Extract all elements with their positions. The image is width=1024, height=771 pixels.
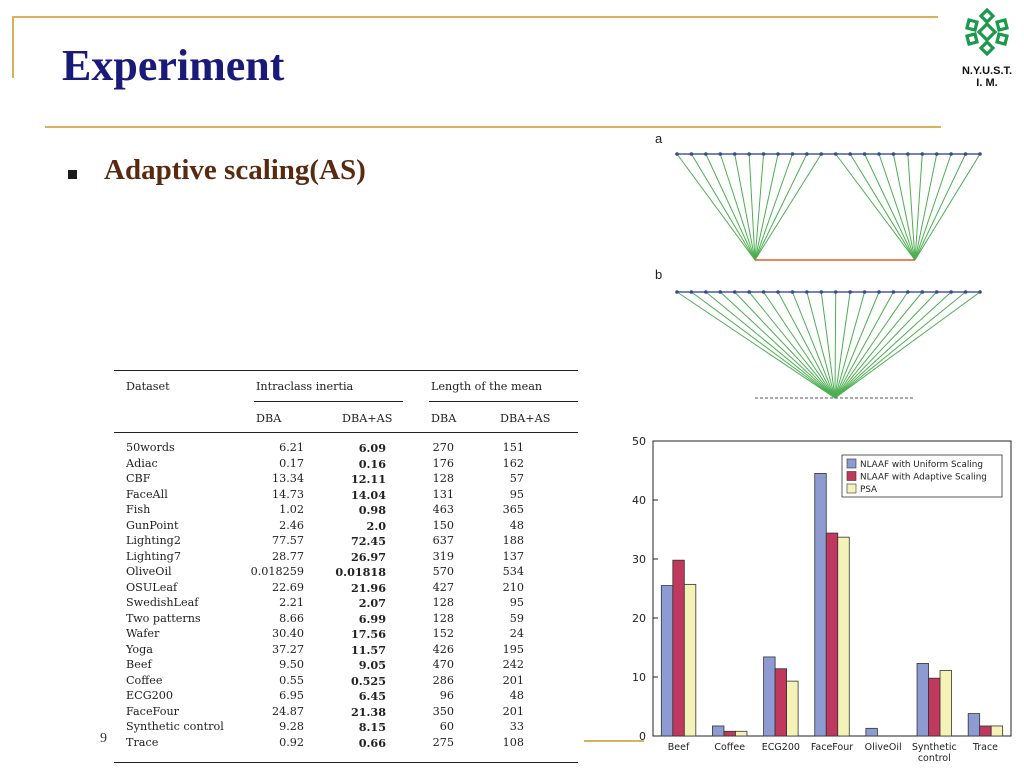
table-row-dataset: Fish bbox=[126, 503, 151, 516]
diagram-a-point bbox=[791, 152, 795, 156]
table-cell: 24 bbox=[509, 627, 524, 640]
table-cell: 14.73 bbox=[271, 487, 304, 501]
table-row-dataset: Coffee bbox=[126, 673, 163, 687]
logo-text-line1: N.Y.U.S.T. bbox=[961, 65, 1013, 77]
diagram-b-point bbox=[949, 290, 953, 294]
diagram-a-point bbox=[848, 152, 852, 156]
university-logo bbox=[954, 4, 1020, 94]
table-cell: 2.46 bbox=[279, 518, 304, 532]
table-cell: 96 bbox=[439, 689, 454, 702]
table-cell: 9.28 bbox=[279, 720, 304, 733]
legend-swatch bbox=[847, 484, 856, 493]
table-row-dataset: ECG200 bbox=[126, 689, 174, 702]
table-cell: 286 bbox=[432, 673, 454, 687]
diagram-b-point bbox=[762, 290, 766, 294]
diagram-a-point bbox=[906, 152, 910, 156]
slide-title: Experiment bbox=[62, 41, 285, 90]
scaling-diagram bbox=[660, 140, 990, 420]
diagram-a-link bbox=[850, 154, 915, 260]
diagram-b-point bbox=[805, 290, 809, 294]
diagram-b-point bbox=[718, 290, 722, 294]
table-cell: 60 bbox=[439, 720, 454, 733]
bar-ecg200-3 bbox=[787, 681, 799, 736]
diagram-a-point bbox=[776, 152, 780, 156]
table-row-dataset: OSULeaf bbox=[126, 580, 178, 594]
table-cell: 22.69 bbox=[271, 580, 304, 594]
bar-coffee-2 bbox=[724, 731, 736, 736]
bar-beef-3 bbox=[684, 584, 696, 736]
diagram-a-link bbox=[915, 154, 966, 260]
bar-facefour-2 bbox=[826, 533, 838, 736]
header-dataset: Dataset bbox=[126, 380, 170, 393]
diagram-b-point bbox=[863, 290, 867, 294]
header-dbaas-2: DBA+AS bbox=[500, 412, 551, 425]
table-cell: 637 bbox=[432, 534, 454, 547]
title-underline bbox=[45, 126, 941, 128]
table-row-dataset: GunPoint bbox=[126, 518, 179, 532]
table-cell: 270 bbox=[432, 441, 454, 454]
table-cell: 0.92 bbox=[279, 735, 304, 749]
table-row-dataset: Two patterns bbox=[126, 611, 201, 625]
x-tick-label: ECG200 bbox=[761, 742, 800, 753]
diagram-a-link bbox=[755, 154, 821, 260]
table-cell: 151 bbox=[502, 441, 524, 454]
diagram-a-point bbox=[747, 152, 751, 156]
snowflake-logo-icon bbox=[957, 4, 1017, 60]
diagram-a-link bbox=[691, 154, 755, 260]
y-tick-label: 20 bbox=[632, 612, 646, 625]
table-cell: 128 bbox=[432, 596, 454, 609]
legend-entry: PSA bbox=[860, 485, 878, 495]
diagram-b-point bbox=[964, 290, 968, 294]
table-cell: 95 bbox=[509, 487, 524, 501]
table-cell: 6.99 bbox=[358, 611, 386, 626]
diagram-b-point bbox=[978, 290, 982, 294]
table-cell: 48 bbox=[509, 689, 524, 702]
diagram-b-point bbox=[819, 290, 823, 294]
diagram-a-point bbox=[704, 152, 708, 156]
table-cell: 9.50 bbox=[279, 658, 304, 671]
left-border-line bbox=[12, 18, 14, 78]
table-cell: 48 bbox=[509, 518, 524, 532]
bar-ecg200-1 bbox=[764, 657, 776, 736]
y-tick-label: 10 bbox=[632, 671, 646, 684]
table-cell: 59 bbox=[509, 611, 524, 625]
intraclass-sub-rule bbox=[254, 401, 403, 402]
bar-coffee-3 bbox=[735, 731, 747, 736]
bar-beef-1 bbox=[661, 586, 673, 736]
table-cell: 33 bbox=[509, 720, 524, 733]
diagram-b-point bbox=[791, 290, 795, 294]
y-tick-label: 0 bbox=[639, 730, 646, 743]
diagram-a-point bbox=[935, 152, 939, 156]
diagram-b-point bbox=[747, 290, 751, 294]
table-cell: 26.97 bbox=[350, 549, 386, 564]
table-cell: 470 bbox=[432, 658, 454, 671]
diagram-b-point bbox=[690, 290, 694, 294]
table-cell: 11.57 bbox=[350, 642, 386, 657]
diagram-b-link bbox=[720, 292, 835, 398]
header-dba-1: DBA bbox=[256, 412, 282, 425]
table-cell: 570 bbox=[432, 565, 454, 578]
table-cell: 152 bbox=[432, 627, 454, 640]
table-cell: 128 bbox=[432, 472, 454, 485]
table-cell: 21.38 bbox=[350, 704, 386, 719]
x-tick-label: FaceFour bbox=[810, 742, 854, 753]
table-row-dataset: Trace bbox=[126, 735, 159, 749]
table-cell: 534 bbox=[502, 565, 524, 578]
table-cell: 150 bbox=[432, 518, 454, 532]
table-cell: 28.77 bbox=[271, 549, 304, 563]
table-cell: 319 bbox=[432, 549, 454, 563]
table-cell: 463 bbox=[432, 503, 454, 516]
table-cell: 24.87 bbox=[271, 704, 304, 718]
table-cell: 275 bbox=[432, 735, 454, 749]
table-cell: 8.15 bbox=[358, 720, 386, 734]
diagram-a-point bbox=[718, 152, 722, 156]
x-tick-label: Beef bbox=[667, 742, 690, 753]
table-cell: 12.11 bbox=[350, 472, 386, 486]
table-cell: 350 bbox=[432, 704, 454, 718]
table-cell: 37.27 bbox=[271, 642, 304, 656]
diagram-a-point bbox=[978, 152, 982, 156]
table-cell: 95 bbox=[509, 596, 524, 609]
top-border-line bbox=[12, 16, 938, 18]
diagram-a-point bbox=[690, 152, 694, 156]
diagram-b-link bbox=[835, 292, 951, 398]
table-cell: 14.04 bbox=[350, 487, 386, 502]
table-row-dataset: Beef bbox=[126, 658, 152, 671]
table-cell: 201 bbox=[502, 673, 524, 687]
table-cell: 0.98 bbox=[358, 503, 386, 517]
legend-entry: NLAAF with Uniform Scaling bbox=[860, 460, 983, 470]
diagram-b-point bbox=[848, 290, 852, 294]
diagram-a-link bbox=[865, 154, 915, 260]
diagram-a-point bbox=[863, 152, 867, 156]
y-tick-label: 30 bbox=[632, 553, 646, 566]
diagram-a-point bbox=[819, 152, 823, 156]
diagram-b-point bbox=[776, 290, 780, 294]
table-row-dataset: Adiac bbox=[126, 456, 158, 470]
bar-trace-2 bbox=[980, 726, 992, 736]
table-cell: 2.21 bbox=[279, 596, 304, 609]
table-row-dataset: SwedishLeaf bbox=[126, 596, 199, 609]
x-tick-label: Coffee bbox=[714, 742, 746, 753]
diagram-b-link bbox=[706, 292, 835, 398]
bar-facefour-3 bbox=[838, 537, 850, 736]
table-cell: 72.45 bbox=[350, 534, 386, 548]
bar-synthetic-control-3 bbox=[940, 671, 952, 736]
bullet-text: Adaptive scaling(AS) bbox=[104, 154, 366, 186]
bar-trace-1 bbox=[968, 714, 980, 736]
page-number: 9 bbox=[100, 731, 107, 746]
table-cell: 162 bbox=[502, 456, 524, 470]
bar-ecg200-2 bbox=[775, 669, 787, 736]
table-cell: 6.21 bbox=[279, 441, 304, 454]
table-row-dataset: CBF bbox=[126, 472, 151, 485]
table-cell: 77.57 bbox=[271, 534, 304, 547]
table-cell: 6.09 bbox=[358, 441, 386, 455]
x-tick-label: Trace bbox=[972, 742, 999, 753]
table-row-dataset: OliveOil bbox=[126, 565, 172, 578]
table-cell: 365 bbox=[502, 503, 524, 516]
diagram-label-a: a bbox=[655, 131, 663, 146]
table-header-rule bbox=[114, 432, 578, 433]
diagram-b-link bbox=[749, 292, 835, 398]
table-cell: 137 bbox=[502, 549, 524, 563]
header-length: Length of the mean bbox=[431, 380, 543, 393]
diagram-label-b: b bbox=[655, 267, 663, 282]
table-cell: 201 bbox=[502, 704, 524, 718]
bar-synthetic-control-2 bbox=[929, 678, 941, 736]
diagram-b-point bbox=[892, 290, 896, 294]
table-cell: 0.018259 bbox=[250, 565, 304, 578]
table-cell: 30.40 bbox=[271, 627, 304, 640]
diagram-b-point bbox=[920, 290, 924, 294]
diagram-b-link bbox=[835, 292, 966, 398]
table-cell: 21.96 bbox=[350, 580, 386, 595]
table-cell: 0.17 bbox=[279, 456, 304, 470]
table-row-dataset: Synthetic control bbox=[126, 720, 224, 733]
bullet-square-icon bbox=[68, 170, 77, 179]
table-row-dataset: 50words bbox=[126, 441, 175, 454]
table-cell: 0.16 bbox=[358, 456, 386, 471]
legend-swatch bbox=[847, 472, 856, 481]
table-cell: 17.56 bbox=[350, 627, 386, 641]
table-cell: 176 bbox=[432, 456, 454, 470]
table-cell: 210 bbox=[502, 580, 524, 594]
diagram-a-point bbox=[762, 152, 766, 156]
diagram-b-point bbox=[877, 290, 881, 294]
x-tick-label: control bbox=[917, 753, 951, 764]
diagram-a-point bbox=[877, 152, 881, 156]
legend-entry: NLAAF with Adaptive Scaling bbox=[860, 472, 987, 483]
bar-oliveoil-1 bbox=[866, 728, 878, 736]
table-cell: 131 bbox=[432, 487, 454, 501]
diagram-a-point bbox=[964, 152, 968, 156]
diagram-b-point bbox=[675, 290, 679, 294]
bar-chart bbox=[612, 428, 1016, 766]
diagram-b-link bbox=[735, 292, 835, 398]
table-cell: 0.55 bbox=[279, 673, 304, 687]
diagram-a-link bbox=[755, 154, 792, 260]
diagram-a-link bbox=[915, 154, 980, 260]
header-intraclass: Intraclass inertia bbox=[256, 380, 354, 393]
diagram-a-point bbox=[892, 152, 896, 156]
diagram-a-point bbox=[675, 152, 679, 156]
x-tick-label: Synthetic bbox=[911, 742, 957, 753]
diagram-a-point bbox=[920, 152, 924, 156]
diagram-b-point bbox=[935, 290, 939, 294]
table-cell: 128 bbox=[432, 611, 454, 625]
table-cell: 6.45 bbox=[358, 689, 386, 703]
table-row-dataset: Lighting7 bbox=[126, 549, 181, 563]
table-top-rule bbox=[114, 370, 578, 371]
bar-trace-3 bbox=[991, 726, 1003, 736]
table-cell: 13.34 bbox=[271, 472, 304, 485]
bar-chart-svg bbox=[612, 428, 1016, 766]
table-cell: 242 bbox=[502, 658, 524, 671]
diagram-b-link bbox=[835, 292, 908, 398]
diagram-a-link bbox=[755, 154, 778, 260]
table-row-dataset: FaceAll bbox=[126, 487, 168, 501]
diagram-a-point bbox=[834, 152, 838, 156]
table-cell: 426 bbox=[432, 642, 454, 656]
diagram-b-point bbox=[704, 290, 708, 294]
table-cell: 8.66 bbox=[279, 611, 304, 625]
bar-facefour-1 bbox=[815, 473, 827, 736]
table-cell: 1.02 bbox=[279, 503, 304, 516]
table-cell: 188 bbox=[502, 534, 524, 547]
table-row-dataset: Yoga bbox=[126, 642, 153, 656]
table-cell: 2.07 bbox=[358, 596, 386, 610]
header-dba-2: DBA bbox=[431, 412, 457, 425]
table-row-dataset: FaceFour bbox=[126, 704, 179, 718]
bar-synthetic-control-1 bbox=[917, 663, 929, 736]
table-cell: 0.525 bbox=[350, 673, 386, 688]
diagram-a-link bbox=[836, 154, 915, 260]
y-tick-label: 40 bbox=[632, 494, 646, 507]
length-sub-rule bbox=[429, 401, 578, 402]
x-tick-label: OliveOil bbox=[864, 742, 902, 753]
table-cell: 427 bbox=[432, 580, 454, 594]
diagram-b-link bbox=[835, 292, 836, 398]
table-cell: 57 bbox=[509, 472, 524, 485]
header-dbaas-1: DBA+AS bbox=[342, 412, 393, 425]
diagram-b-point bbox=[733, 290, 737, 294]
diagram-a-point bbox=[733, 152, 737, 156]
diagram-a-point bbox=[805, 152, 809, 156]
diagram-b-point bbox=[834, 290, 838, 294]
table-cell: 2.0 bbox=[366, 518, 386, 533]
logo-text-line2: I. M. bbox=[976, 77, 998, 89]
bar-beef-2 bbox=[673, 560, 685, 736]
diagram-a-link bbox=[706, 154, 755, 260]
y-tick-label: 50 bbox=[632, 435, 646, 448]
diagram-b-link bbox=[835, 292, 893, 398]
table-row-dataset: Wafer bbox=[126, 627, 160, 640]
table-cell: 108 bbox=[502, 735, 524, 749]
bar-coffee-1 bbox=[712, 726, 724, 736]
table-bottom-rule bbox=[114, 762, 578, 763]
diagram-a-point bbox=[949, 152, 953, 156]
diagram-b-point bbox=[906, 290, 910, 294]
table-cell: 195 bbox=[502, 642, 524, 656]
table-row-dataset: Lighting2 bbox=[126, 534, 181, 547]
table-cell: 6.95 bbox=[279, 689, 304, 702]
legend-swatch bbox=[847, 459, 856, 468]
diagram-b-link bbox=[778, 292, 835, 398]
table-cell: 0.66 bbox=[358, 735, 386, 750]
table-cell: 0.01818 bbox=[335, 565, 386, 579]
diagram-a-link bbox=[677, 154, 755, 260]
table-cell: 9.05 bbox=[358, 658, 386, 672]
